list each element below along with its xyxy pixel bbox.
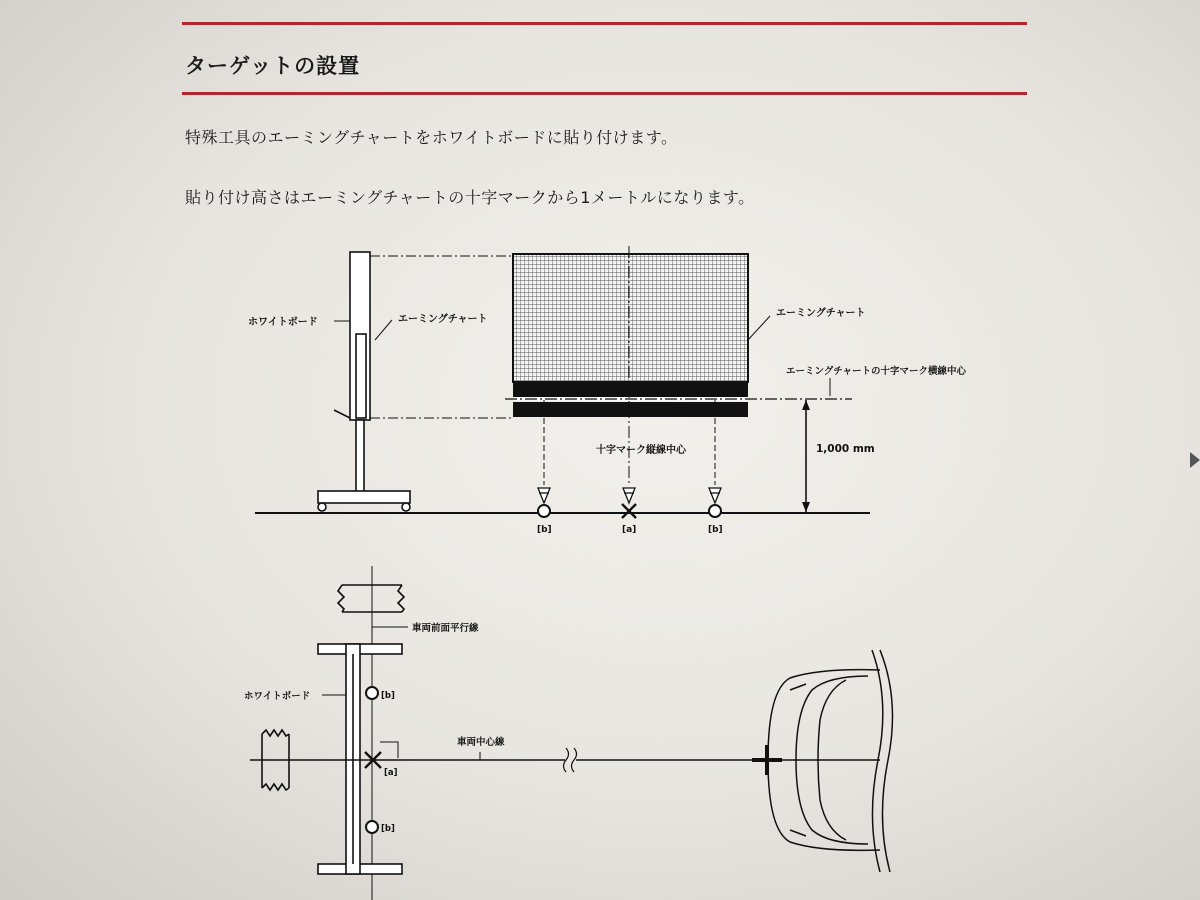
label-horizontal-center: エーミングチャートの十字マーク横線中心 bbox=[786, 366, 967, 377]
label-height-dimension: 1,000 mm bbox=[816, 443, 875, 455]
label-aiming-chart-left: エーミングチャート bbox=[398, 314, 488, 325]
vehicle-center-cross bbox=[752, 745, 782, 775]
label-point-a: [a] bbox=[622, 525, 637, 535]
label-point-b-left: [b] bbox=[537, 525, 552, 535]
whiteboard-post bbox=[356, 420, 364, 492]
marker-a-center bbox=[622, 504, 636, 518]
vehicle-front-outline bbox=[768, 650, 893, 872]
aiming-chart-grid bbox=[513, 254, 748, 382]
label-vertical-center: 十字マーク縦線中心 bbox=[596, 445, 686, 456]
plumb-bob-right bbox=[709, 488, 721, 503]
label-point-b-right: [b] bbox=[708, 525, 723, 535]
marker-b-bottom bbox=[366, 821, 378, 833]
label-whiteboard-bottom: ホワイトボード bbox=[244, 691, 311, 702]
marker-b-left bbox=[538, 505, 550, 517]
paragraph-1: 特殊工具のエーミングチャートをホワイトボードに貼り付けます。 bbox=[185, 128, 678, 147]
label-aiming-chart-right: エーミングチャート bbox=[776, 308, 866, 319]
label-point-b-top: [b] bbox=[381, 691, 395, 701]
next-page-arrow-icon[interactable] bbox=[1190, 452, 1200, 468]
label-point-b-bottom: [b] bbox=[381, 824, 395, 834]
marker-b-top bbox=[366, 687, 378, 699]
label-center-line: 車両中心線 bbox=[457, 737, 505, 748]
label-point-a-bottom: [a] bbox=[384, 768, 398, 778]
top-view-figure bbox=[250, 566, 893, 900]
paragraph-2: 貼り付け高さはエーミングチャートの十字マークから1メートルになります。 bbox=[185, 188, 755, 207]
plumb-bob-left bbox=[538, 488, 550, 503]
aiming-chart-band-top bbox=[513, 382, 748, 397]
break-symbol-top bbox=[338, 585, 404, 612]
plumb-bob-center bbox=[623, 488, 635, 503]
whiteboard-base bbox=[318, 491, 410, 503]
aiming-chart-band-bottom bbox=[513, 402, 748, 417]
side-view-figure bbox=[255, 246, 870, 518]
section-title: ターゲットの設置 bbox=[185, 54, 361, 78]
marker-b-right bbox=[709, 505, 721, 517]
label-whiteboard-top: ホワイトボード bbox=[248, 317, 318, 328]
label-parallel-line: 車両前面平行線 bbox=[412, 623, 479, 634]
aiming-chart-side bbox=[356, 334, 366, 418]
